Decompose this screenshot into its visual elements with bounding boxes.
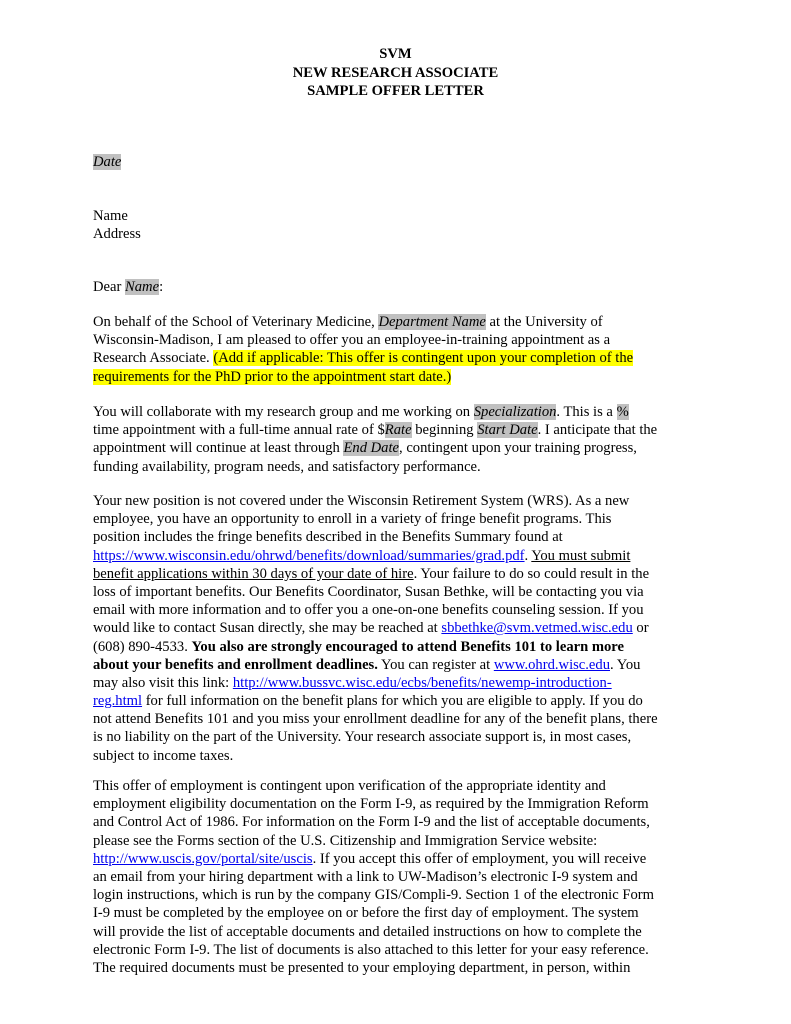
date-line — [93, 153, 698, 171]
salutation: Dear Name: — [93, 279, 164, 295]
start-date-placeholder: Start Date — [477, 422, 538, 439]
paragraph-collaboration: You will collaborate with my research group and me working on Specialization. This is a % time appointment with a full-time annual rate of $Rate beginning Start Date. I anticipate that the appointment will continue at least through End Date, contingent upon your training progress, funding availability, program needs, and satisfactory performance. — [93, 404, 658, 475]
specialization-placeholder: Specialization — [473, 404, 557, 420]
date-placeholder: Date — [93, 154, 122, 170]
department-name-placeholder: Department Name — [378, 314, 486, 330]
paragraph-i9: This offer of employment is contingent upon verification of the appropriate identity and employment eligibility documentation on the Form I-9, as required by the Immigration Reform and Control Act of 1986. For information on the Form I-9 and the list of acceptable documents, please see the Forms section of the U.S. Citizenship and Immigration Service website: http://www.uscis.gov/portal/site/uscis. If you accept this offer of employment, you will receive an email from your hiring department with a link to UW-Madison’s electronic I-9 system and login instructions, which is run by the company GIS/Compli-9. Section 1 of the electronic Form I-9 must be completed by the employee on or before the first day of employment. The system will provide the list of acceptable documents and detailed instructions on how to complete the electronic Form I-9. The list of documents is also attached to this letter for your easy reference. The required documents must be presented to your employing department, in person, within — [93, 778, 654, 976]
paragraph-benefits: Your new position is not covered under the Wisconsin Retirement System (WRS). As a new employee, you have an opportunity to enroll in a variety of fringe benefit programs. This position includes the fringe benefits described in the Benefits Summary found at https://www.wisconsin.edu/ohrwd/benefits/download/summaries/grad.pdf. You must submit benefit applications within 30 days of your date of hire. Your failure to do so could result in the loss of important benefits. Our Benefits Coordinator, Susan Bethke, will be contacting you via email with more information and to offer you a one-on-one benefits counseling session. If you would like to contact Susan directly, she may be reached at sbbethke@svm.vetmed.wisc.edu or (608) 890-4533. You also are strongly encouraged to attend Benefits 101 to learn more about your benefits and enrollment deadlines. You can register at www.ohrd.wisc.edu. You may also visit this link: http://www.bussvc.wisc.edu/ecbs/benefits/newemp-introduction- reg.html for full information on the benefit plans for which you are eligible to apply. If you do not attend Benefits 101 and you miss your enrollment deadline for any of the benefit plans, there is no liability on the part of the University. Your research associate support is, in most cases, subject to income taxes. — [93, 493, 658, 764]
salutation-name-placeholder: Name — [125, 279, 160, 295]
recipient-name: Name — [93, 208, 128, 224]
end-date-placeholder: End Date — [343, 440, 400, 457]
benefits-email-link[interactable]: sbbethke@svm.vetmed.wisc.edu — [441, 620, 633, 637]
bussvc-link[interactable]: http://www.bussvc.wisc.edu/ecbs/benefits/newemp-introduction- — [232, 674, 612, 691]
header-new-research-associate: NEW RESEARCH ASSOCIATE — [292, 65, 499, 81]
header-sample-offer-letter: SAMPLE OFFER LETTER — [307, 83, 484, 99]
conditional-note-cont: requirements for the PhD prior to the appointment start date.) — [93, 368, 452, 385]
rate-placeholder: Rate — [384, 422, 412, 439]
bussvc-link-cont[interactable]: reg.html — [93, 693, 143, 710]
submit-deadline-underlined: You must submit — [531, 547, 631, 564]
percent-placeholder: % — [616, 404, 629, 420]
paragraph-appointment: On behalf of the School of Veterinary Medicine, Department Name at the University of Wisconsin-Madison, I am pleased to offer you an employee-in-training appointment as a Research Associate. (Add if applicable: This offer is contingent upon your completion of the requirements for the PhD prior to the appointment start date.) — [93, 314, 634, 385]
uscis-link[interactable]: http://www.uscis.gov/portal/site/uscis — [93, 850, 313, 867]
header-svm: SVM — [379, 46, 412, 62]
recipient-block — [93, 207, 698, 243]
recipient-address: Address — [93, 226, 141, 243]
conditional-note: (Add if applicable: This offer is contingent upon your completion of the — [213, 350, 634, 367]
benefits-101-bold: You also are strongly encouraged to attend Benefits 101 to learn more — [191, 638, 625, 655]
benefits-summary-link[interactable]: https://www.wisconsin.edu/ohrwd/benefits/download/summaries/grad.pdf — [93, 547, 525, 564]
ohrd-link[interactable]: www.ohrd.wisc.edu — [493, 656, 610, 673]
